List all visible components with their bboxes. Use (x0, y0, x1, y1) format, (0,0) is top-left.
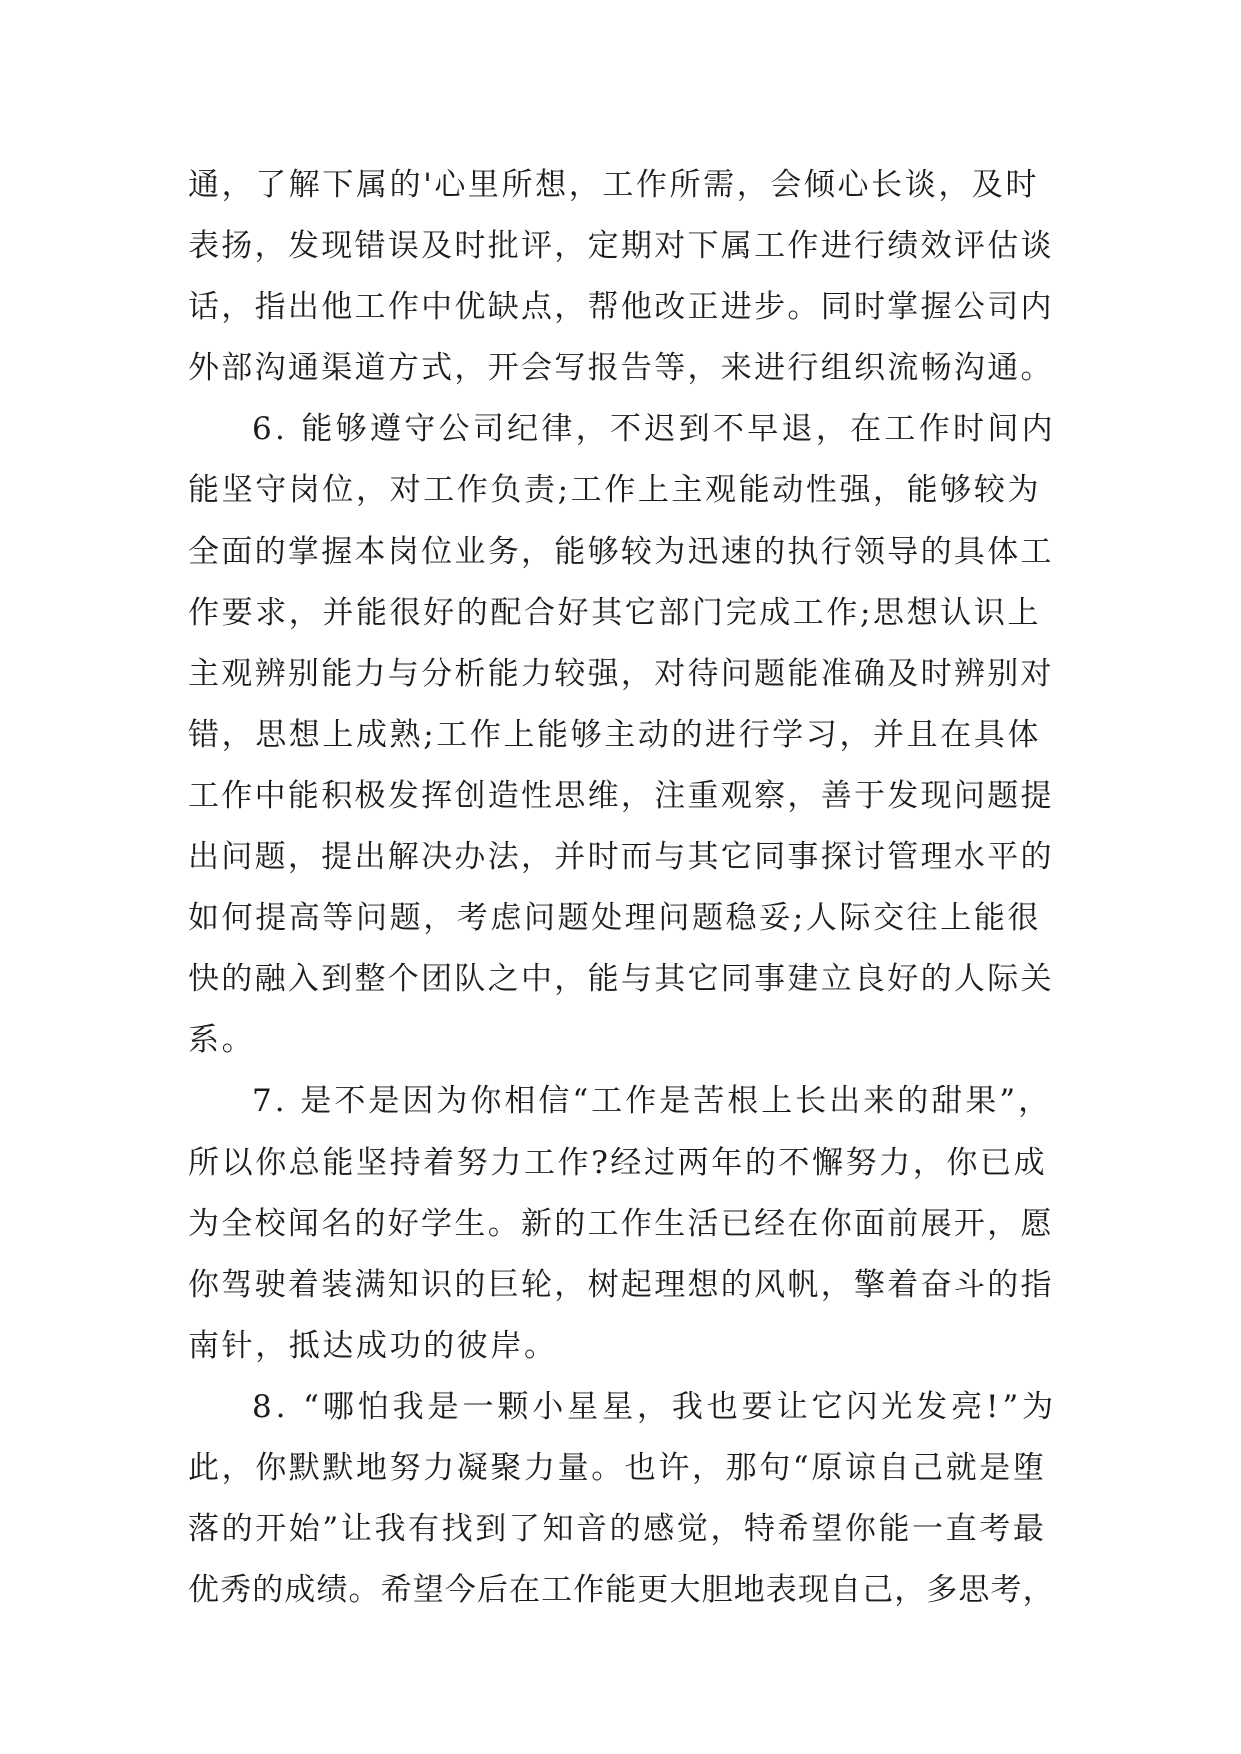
text-line: 如何提高等问题，考虑问题处理问题稳妥;人际交往上能很 (188, 900, 1042, 937)
text-line: 通，了解下属的'心里所想，工作所需，会倾心长谈，及时 (188, 167, 1040, 203)
text-line: 优秀的成绩。希望今后在工作能更大胆地表现自己，多思考， (188, 1572, 1055, 1609)
text-line: 话，指出他工作中优缺点，帮他改正进步。同时掌握公司内 (188, 289, 1054, 326)
text-line: 外部沟通渠道方式，开会写报告等，来进行组织流畅沟通。 (188, 350, 1054, 387)
paragraph-6-start: 6. 能够遵守公司纪律，不迟到不早退，在工作时间内 (252, 411, 1056, 448)
text-line: 能坚守岗位，对工作负责;工作上主观能动性强，能够较为 (188, 472, 1042, 509)
text-line: 落的开始”让我有找到了知音的感觉，特希望你能一直考最 (188, 1511, 1047, 1548)
text-line: 表扬，发现错误及时批评，定期对下属工作进行绩效评估谈 (188, 228, 1054, 265)
text-line: 此，你默默地努力凝聚力量。也许，那句“原谅自己就是堕 (188, 1449, 1047, 1486)
document-body (188, 155, 1058, 1621)
text-line: 为全校闻名的好学生。新的工作生活已经在你面前展开，愿 (188, 1205, 1054, 1242)
text-line: 所以你总能坚持着努力工作?经过两年的不懈努力，你已成 (188, 1144, 1048, 1181)
text-line: 全面的掌握本岗位业务，能够较为迅速的执行领导的具体工 (188, 533, 1054, 570)
text-line: 错，思想上成熟;工作上能够主动的进行学习，并且在具体 (188, 716, 1042, 753)
text-line: 工作中能积极发挥创造性思维，注重观察，善于发现问题提 (188, 777, 1054, 814)
text-line: 快的融入到整个团队之中，能与其它同事建立良好的人际关 (188, 961, 1054, 998)
text-line: 南针，抵达成功的彼岸。 (188, 1327, 558, 1364)
paragraph-7-start: 7. 是不是因为你相信“工作是苦根上长出来的甜果”， (252, 1083, 1053, 1120)
text-line: 系。 (188, 1022, 256, 1059)
text-line: 主观辨别能力与分析能力较强，对待问题能准确及时辨别对 (188, 655, 1054, 692)
text-line: 你驾驶着装满知识的巨轮，树起理想的风帆，擎着奋斗的指 (188, 1266, 1054, 1303)
paragraph-8-start: 8. “哪怕我是一颗小星星，我也要让它闪光发亮!”为 (252, 1388, 1057, 1425)
text-line: 作要求，并能很好的配合好其它部门完成工作;思想认识上 (188, 594, 1042, 631)
text-line: 出问题，提出解决办法，并时而与其它同事探讨管理水平的 (188, 839, 1054, 876)
